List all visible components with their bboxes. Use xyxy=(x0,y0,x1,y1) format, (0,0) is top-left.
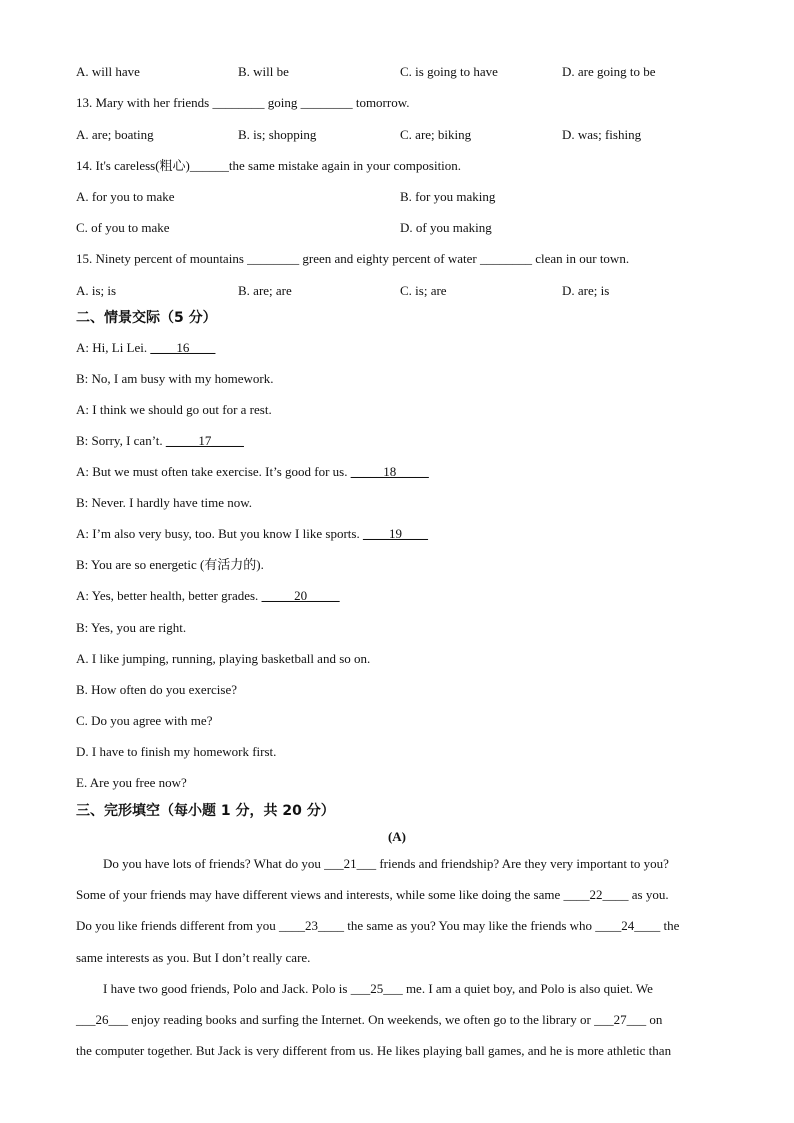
dialogue-line: A: I’m also very busy, too. But you know I like sports. ____19____ xyxy=(76,526,428,541)
q13-option-c: C. are; biking xyxy=(400,127,472,142)
passage-line: the computer together. But Jack is very different from us. He likes playing ball games, and he is more athletic than xyxy=(76,1043,672,1058)
q13-stem: 13. Mary with her friends ________ going ________ tomorrow. xyxy=(76,95,410,110)
q14-stem: 14. It's careless(粗心)______the same mistake again in your composition. xyxy=(76,158,462,173)
passage-line: Do you have lots of friends? What do you ___21___ friends and friendship? Are they very important to you? xyxy=(103,856,669,871)
dialogue-line: A: Yes, better health, better grades. _____20_____ xyxy=(76,588,340,603)
q15-option-c: C. is; are xyxy=(400,283,447,298)
passage-line: same interests as you. But I don’t really care. xyxy=(76,950,311,965)
q14-option-a: A. for you to make xyxy=(76,189,175,204)
passage-line: Some of your friends may have different views and interests, while some like doing the same ____22____ as you. xyxy=(76,887,669,902)
passage-line: I have two good friends, Polo and Jack. Polo is ___25___ me. I am a quiet boy, and Polo is also quiet. We xyxy=(103,981,653,996)
q13-option-d: D. was; fishing xyxy=(562,127,642,142)
dialogue-line: B: Never. I hardly have time now. xyxy=(76,495,253,510)
dialogue-line: A: Hi, Li Lei. ____16____ xyxy=(76,340,216,355)
q15-option-b: B. are; are xyxy=(238,283,292,298)
q12-option-c: C. is going to have xyxy=(400,64,498,79)
choice-e: E. Are you free now? xyxy=(76,775,187,790)
section2-title: 二、情景交际（5 分） xyxy=(76,310,217,326)
dialogue-line: A: But we must often take exercise. It’s good for us. _____18_____ xyxy=(76,464,429,479)
q12-option-b: B. will be xyxy=(238,64,289,79)
q12-option-d: D. are going to be xyxy=(562,64,656,79)
choice-c: C. Do you agree with me? xyxy=(76,713,213,728)
q15-stem: 15. Ninety percent of mountains ________ green and eighty percent of water ________ clean in our town. xyxy=(76,251,630,266)
choice-b: B. How often do you exercise? xyxy=(76,682,238,697)
passage-line: Do you like friends different from you ____23____ the same as you? You may like the friends who ____24____ the xyxy=(76,918,680,933)
dialogue-line: B: You are so energetic (有活力的). xyxy=(76,557,264,572)
passage-label: (A) xyxy=(387,829,407,844)
passage-line: ___26___ enjoy reading books and surfing the Internet. On weekends, we often go to the library or ___27___ on xyxy=(76,1012,663,1027)
choice-d: D. I have to finish my homework first. xyxy=(76,744,277,759)
section3-title: 三、完形填空（每小题 1 分，共 20 分） xyxy=(76,803,335,819)
q13-option-b: B. is; shopping xyxy=(238,127,317,142)
q14-option-d: D. of you making xyxy=(400,220,492,235)
q13-option-a: A. are; boating xyxy=(76,127,154,142)
q12-option-a: A. will have xyxy=(76,64,140,79)
choice-a: A. I like jumping, running, playing basketball and so on. xyxy=(76,651,371,666)
dialogue-line: A: I think we should go out for a rest. xyxy=(76,402,272,417)
dialogue-line: B: No, I am busy with my homework. xyxy=(76,371,274,386)
q14-option-b: B. for you making xyxy=(400,189,496,204)
dialogue-line: B: Sorry, I can’t. _____17_____ xyxy=(76,433,244,448)
q15-option-a: A. is; is xyxy=(76,283,117,298)
dialogue-line: B: Yes, you are right. xyxy=(76,620,187,635)
q15-option-d: D. are; is xyxy=(562,283,610,298)
q14-option-c: C. of you to make xyxy=(76,220,170,235)
